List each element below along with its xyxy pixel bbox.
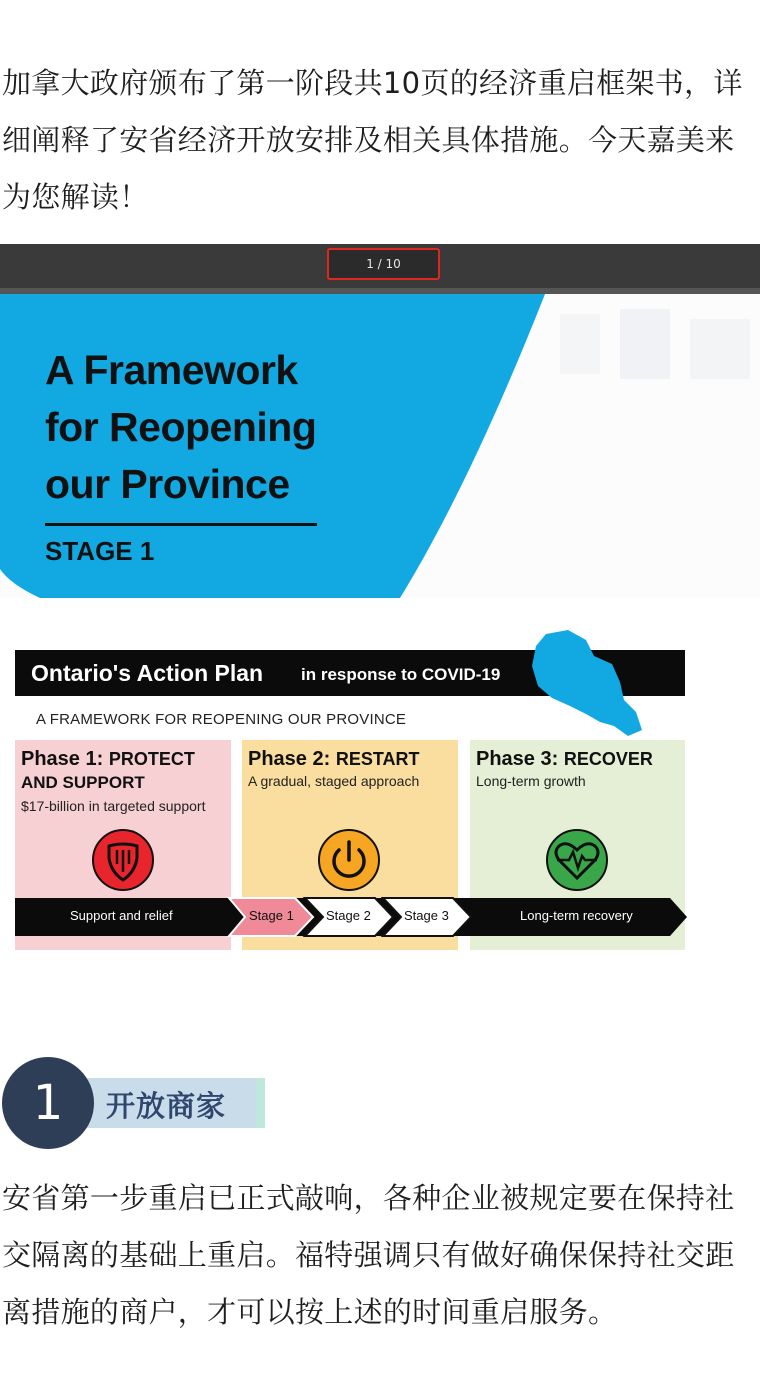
action-plan-subtitle: A FRAMEWORK FOR REOPENING OUR PROVINCE [36, 711, 407, 728]
intro-paragraph: 加拿大政府颁布了第一阶段共10页的经济重启框架书，详细阐释了安省经济开放安排及相关具体措施。今天嘉美来为您解读！ [2, 66, 743, 214]
slide-title [45, 342, 425, 513]
phase-3-description: Long-term growth [476, 773, 586, 789]
support-relief-label: Support and relief [70, 908, 173, 923]
slide-title-line: A Framework [45, 347, 298, 393]
phase-name: RECOVER [563, 749, 653, 769]
phase-number: Phase 2: [248, 748, 331, 770]
stage-3-label: Stage 3 [404, 908, 449, 923]
phase-1-description: $17-billion in targeted support [21, 798, 206, 814]
slide-title-line: our Province [45, 461, 290, 507]
ontario-map-icon [528, 626, 648, 744]
phase-name: PROTECT [108, 749, 195, 769]
section-title-accent [256, 1078, 265, 1128]
framework-cover-slide [0, 294, 760, 598]
long-term-recovery-label: Long-term recovery [520, 908, 633, 923]
stage-1-label: Stage 1 [249, 908, 294, 923]
pdf-viewer-toolbar [0, 244, 760, 288]
action-plan-slide [0, 598, 760, 960]
action-plan-title: Ontario's Action Plan [31, 660, 264, 686]
stage-2-label: Stage 2 [326, 908, 371, 923]
phase-1-title [21, 748, 195, 771]
action-plan-title-suffix: in response to COVID-19 [301, 665, 501, 684]
page-counter[interactable]: 1 / 10 [327, 248, 440, 280]
phase-1-title-line2: AND SUPPORT [21, 773, 145, 792]
heart-pulse-icon [545, 828, 609, 892]
slide-title-line: for Reopening [45, 404, 317, 450]
section-1-heading [0, 1055, 280, 1155]
body-paragraph: 安省第一步重启已正式敲响，各种企业被规定要在保持社交隔离的基础上重启。福特强调只有做好确保保持社交距离措施的商户，才可以按上述的时间重启服务。 [2, 1181, 735, 1329]
phase-name: RESTART [335, 749, 420, 769]
section-number-badge: 1 [2, 1057, 94, 1149]
phase-number: Phase 3: [476, 748, 559, 770]
power-icon [317, 828, 381, 892]
timeline-arrow-row [15, 896, 687, 938]
slide-stage-label: STAGE 1 [45, 536, 155, 566]
phase-number: Phase 1: [21, 748, 104, 770]
phase-2-title [248, 748, 420, 771]
title-rule [45, 523, 317, 526]
phase-2-description: A gradual, staged approach [248, 773, 420, 789]
shield-icon [91, 828, 155, 892]
phase-3-title [476, 748, 653, 771]
section-title: 开放商家 [106, 1089, 227, 1123]
